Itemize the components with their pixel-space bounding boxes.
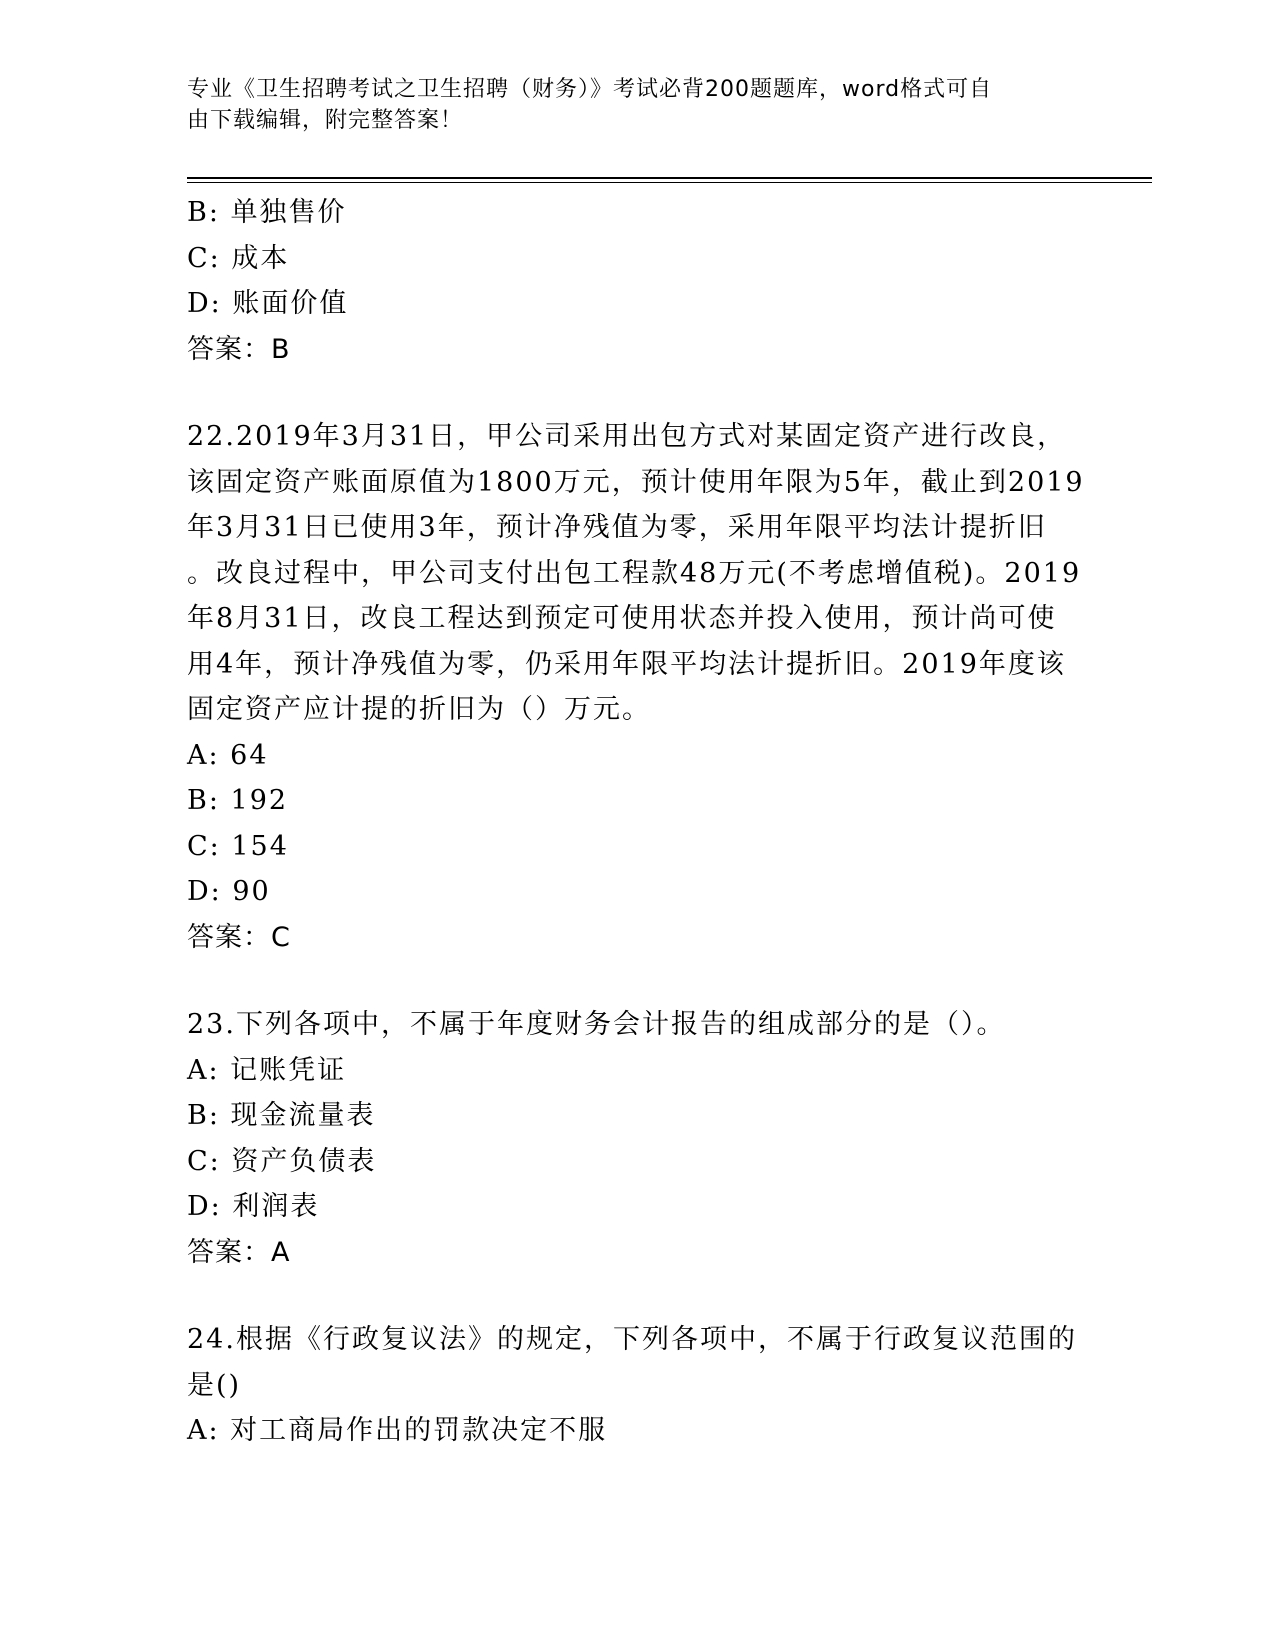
option-b: B: 现金流量表 [187,1100,376,1131]
question-stem-line: 23.下列各项中，不属于年度财务会计报告的组成部分的是（）。 [187,1009,1006,1040]
option-c: C: 成本 [187,242,290,274]
question-stem-line: 是() [187,1369,242,1401]
question-21-tail [187,190,1087,372]
question-stem-line: 年8月31日，改良工程达到预定可使用状态并投入使用，预计尚可使 [187,603,1057,634]
option-c: C: 资产负债表 [187,1145,377,1177]
option-d: D: 利润表 [187,1191,320,1222]
option-a: A: 64 [187,739,269,771]
document-body [187,190,1087,1454]
header-line-1: 专业《卫生招聘考试之卫生招聘（财务）》考试必背200题题库，word格式可自 [187,77,993,102]
answer: 答案：A [187,1236,291,1268]
question-stem-line: 固定资产应计提的折旧为（）万元。 [187,694,651,725]
option-c: C: 154 [187,830,289,862]
question-stem-line: 24.根据《行政复议法》的规定，下列各项中，不属于行政复议范围的 [187,1324,1077,1355]
question-stem-line: 22.2019年3月31日，甲公司采用出包方式对某固定资产进行改良， [187,421,1067,452]
question-24 [187,1317,1087,1454]
question-stem-line: 用4年，预计净残值为零，仍采用年限平均法计提折旧。2019年度该 [187,648,1066,680]
spacer [187,1275,1087,1317]
answer: 答案：B [187,333,291,365]
answer: 答案：C [187,921,291,953]
header-line-2: 由下载编辑，附完整答案！ [187,108,464,133]
question-stem-line: 该固定资产账面原值为1800万元，预计使用年限为5年，截止到2019 [187,466,1085,498]
option-b: B: 192 [187,785,289,816]
option-a: A: 对工商局作出的罚款决定不服 [187,1415,608,1446]
option-b: B: 单独售价 [187,197,347,228]
option-d: D: 账面价值 [187,288,349,319]
header-divider [187,177,1152,183]
question-23 [187,1002,1087,1275]
option-a: A: 记账凭证 [187,1054,347,1086]
question-stem-line: 年3月31日已使用3年，预计净残值为零，采用年限平均法计提折旧 [187,512,1047,543]
spacer [187,372,1087,414]
spacer [187,960,1087,1002]
page-header [187,74,1067,136]
question-stem-line: 。改良过程中，甲公司支付出包工程款48万元(不考虑增值税)。2019 [187,557,1082,589]
question-22 [187,414,1087,960]
option-d: D: 90 [187,876,271,907]
